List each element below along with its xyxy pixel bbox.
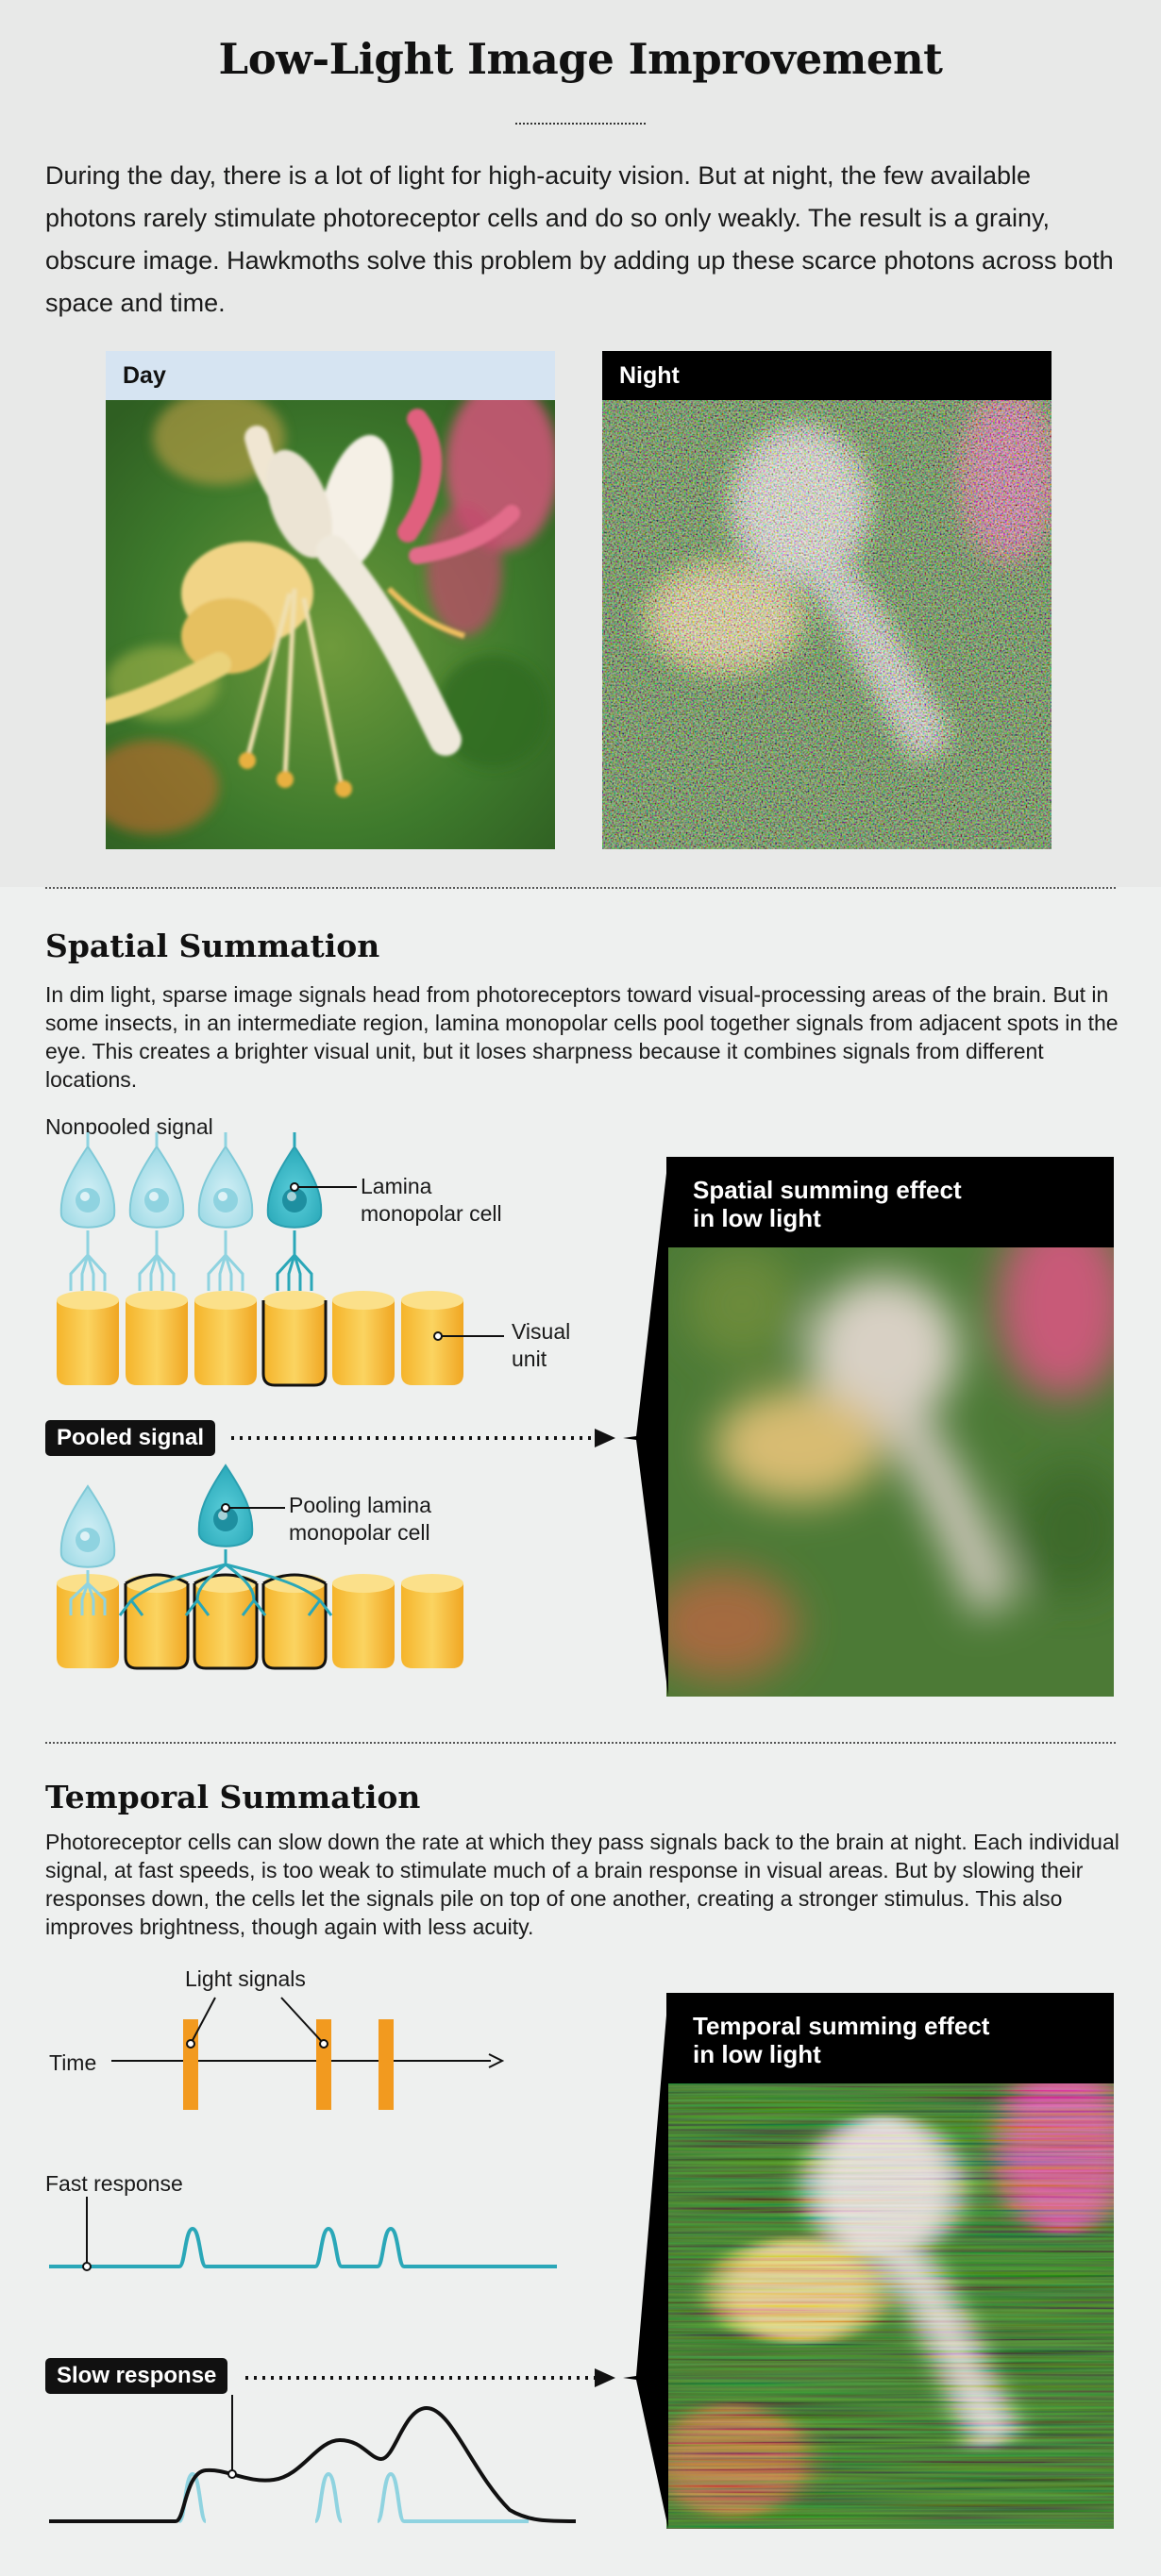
page-title: Low-Light Image Improvement [218,34,943,84]
temporal-effect-line-1: Temporal summing effect [693,2012,990,2040]
fast-response-trace [49,2229,557,2267]
spatial-effect-panel [666,1157,1114,1697]
day-flower-image [106,400,555,849]
day-panel [106,351,555,849]
day-flower-illustration [106,400,555,849]
intro-text: During the day, there is a lot of light for high-acuity vision. But at night, the few available photons rarely stimulate photoreceptor cells and do so only weakly. The result is a grainy, obscure image. Hawkmoths solve this problem by adding up these scarce photons across both space and time. [45,161,1114,317]
temporal-streak-image [666,2083,1114,2529]
pooling-label-1: Pooling lamina [289,1493,431,1517]
temporal-signal-diagram [0,1982,661,2548]
spatial-effect-title [666,1157,1114,1247]
lamina-label-1: Lamina [361,1174,432,1198]
fast-response-label: Fast response [45,2171,183,2196]
temporal-heading: Temporal Summation [45,1779,421,1815]
section-divider-temporal [45,1742,1116,1744]
night-noise-illustration [602,400,1052,849]
spatial-panel-wedge [623,1157,668,1697]
slow-arrowhead [595,2368,615,2387]
temporal-panel-wedge [623,1993,668,2529]
day-label: Day [106,351,555,400]
time-label: Time [49,2050,97,2075]
visual-unit-label-1: Visual [512,1319,571,1344]
temporal-body: Photoreceptor cells can slow down the rate at which they pass signals back to the brain at night. Each individual signal, at fast speeds, is too weak to stimulate much of a brain response in visual areas. But by slowing their responses down, the cells let the signals pile on top of one another, creating a stronger stimulus. This also improves brightness, though again with less acuity. [45,1830,1119,1939]
temporal-effect-panel [666,1993,1114,2529]
spatial-heading: Spatial Summation [45,928,380,964]
visual-units-bottom-row [126,1574,463,1668]
slow-response-tag: Slow response [45,2358,227,2394]
night-label: Night [602,351,1052,400]
slow-response-dot [228,2470,236,2478]
pooled-arrowhead [595,1429,615,1447]
title-rule [515,123,646,125]
night-panel [602,351,1052,849]
slow-response-trace [49,2408,576,2521]
pooling-label-2: monopolar cell [289,1520,430,1545]
visual-unit-label-2: unit [512,1347,547,1371]
section-divider-spatial [45,887,1116,889]
spatial-blur-image [666,1247,1114,1697]
light-signal-bar-3 [379,2019,394,2110]
lamina-label-2: monopolar cell [361,1201,502,1226]
temporal-effect-line-2: in low light [693,2040,821,2068]
light-signal-bar-2 [316,2019,331,2110]
slow-response-pulses [179,2474,404,2521]
visual-units-top [57,1291,463,1385]
light-signals-label: Light signals [185,1966,306,1991]
spatial-effect-line-2: in low light [693,1204,821,1232]
temporal-effect-title [666,1993,1114,2083]
pooled-signal-tag: Pooled signal [45,1420,215,1456]
fast-response-dot [83,2263,91,2270]
lamina-cells-top [61,1132,322,1291]
spatial-body: In dim light, sparse image signals head from photoreceptors toward visual-processing areas of the brain. But in some insects, in an intermediate region, lamina monopolar cells pool together signals from adjacent spots in the eye. This creates a brighter visual unit, but it loses sharpness because it combines signals from different locations. [45,982,1119,1092]
light-signal-leaders [187,1998,328,2048]
time-axis-arrow [489,2054,502,2067]
spatial-cell-diagram [0,1132,661,1670]
night-flower-image [602,400,1052,849]
nonpooled-label: Nonpooled signal [45,1114,213,1139]
spatial-effect-line-1: Spatial summing effect [693,1176,962,1204]
visual-units-bottom [57,1574,119,1668]
